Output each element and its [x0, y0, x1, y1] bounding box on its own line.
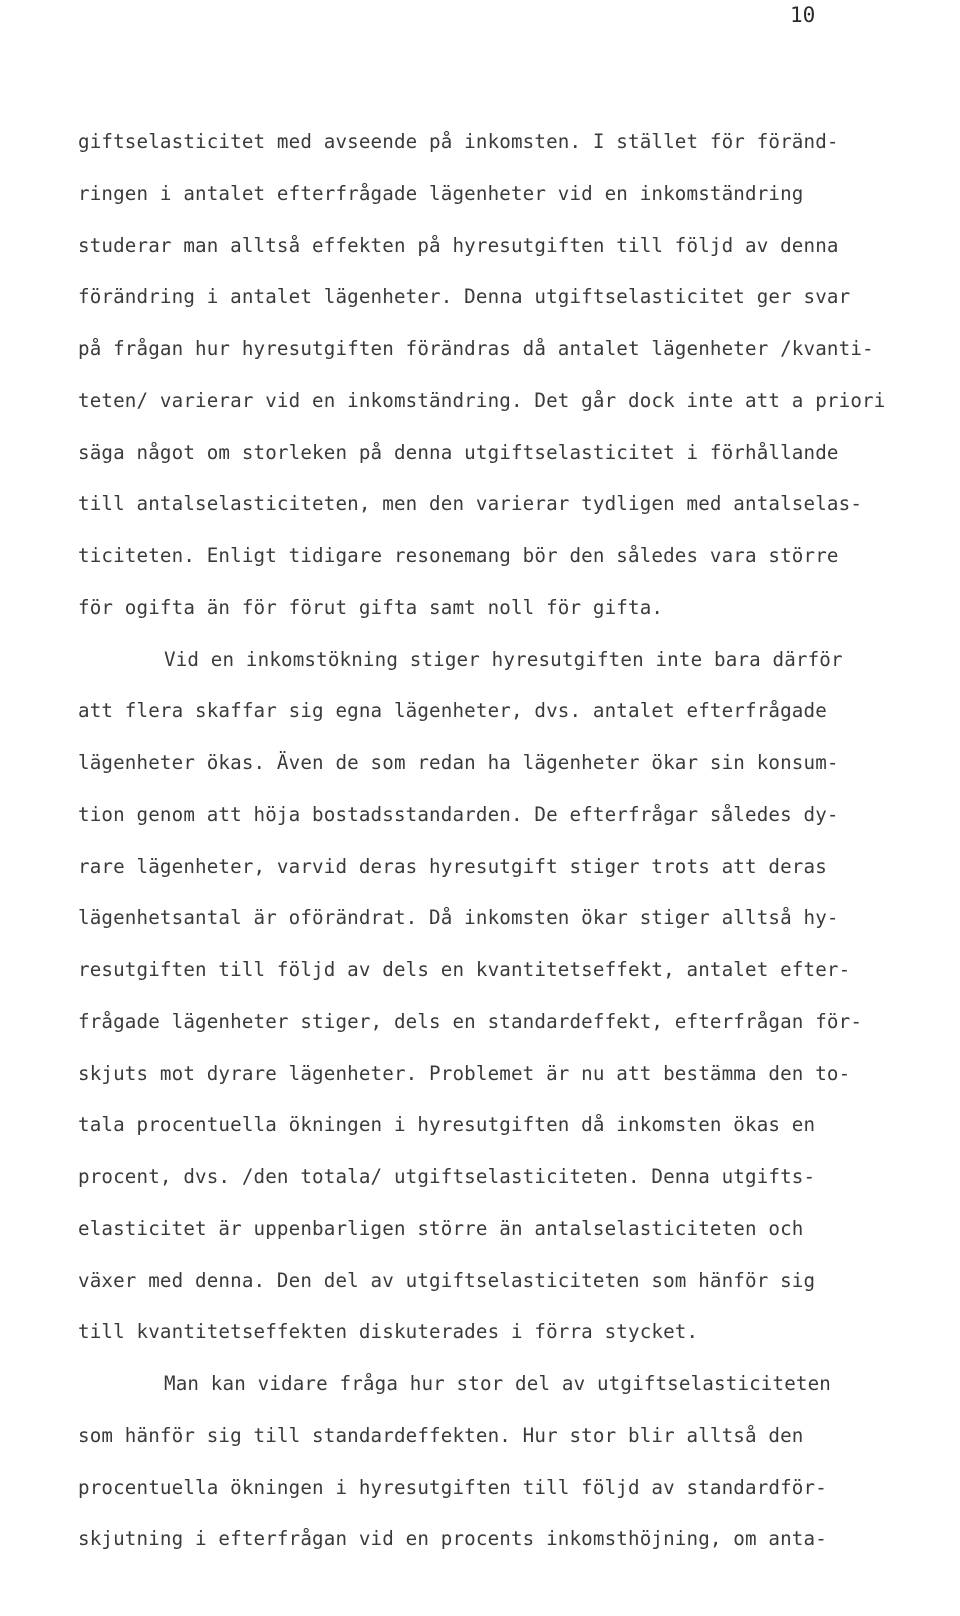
text-line: studerar man alltså effekten på hyresutgiften till följd av denna	[78, 233, 839, 257]
text-line: på frågan hur hyresutgiften förändras då antalet lägenheter /kvanti-	[78, 337, 874, 360]
text-line: resutgiften till följd av dels en kvantitetseffekt, antalet efter-	[78, 958, 851, 981]
text-line: till kvantitetseffekten diskuterades i förra stycket.	[78, 1320, 699, 1344]
text-line: frågade lägenheter stiger, dels en standardeffekt, efterfrågan för-	[78, 1009, 863, 1033]
text-line: säga något om storleken på denna utgiftselasticitet i förhållande	[78, 440, 839, 464]
text-line: för ogifta än för förut gifta samt noll för gifta.	[78, 595, 664, 619]
text-line: att flera skaffar sig egna lägenheter, dvs. antalet efterfrågade	[78, 699, 827, 723]
text-line: skjutning i efterfrågan vid en procents inkomsthöjning, om anta-	[78, 1527, 827, 1551]
text-line: ringen i antalet efterfrågade lägenheter vid en inkomständring	[78, 181, 804, 205]
text-line: procent, dvs. /den totala/ utgiftselasticiteten. Denna utgifts-	[78, 1165, 816, 1188]
paragraph-start-line: Man kan vidare fråga hur stor del av utgiftselasticiteten	[164, 1372, 832, 1395]
text-line: teten/ varierar vid en inkomständring. Det går dock inte att a priori	[78, 388, 886, 412]
text-line: tala procentuella ökningen i hyresutgiften då inkomsten ökas en	[78, 1113, 816, 1137]
text-line: som hänför sig till standardeffekten. Hur stor blir alltså den	[78, 1423, 804, 1447]
text-line: lägenhetsantal är oförändrat. Då inkomsten ökar stiger alltså hy-	[78, 906, 839, 930]
text-line: förändring i antalet lägenheter. Denna utgiftselasticitet ger svar	[78, 285, 851, 309]
text-line: tion genom att höja bostadsstandarden. De efterfrågar således dy-	[78, 802, 839, 826]
text-line: giftselasticitet med avseende på inkomsten. I stället för föränd-	[78, 130, 839, 153]
page-number: 10	[790, 3, 816, 27]
text-line: elasticitet är uppenbarligen större än antalselasticiteten och	[78, 1216, 804, 1240]
text-line: procentuella ökningen i hyresutgiften till följd av standardför-	[78, 1475, 827, 1499]
text-line: lägenheter ökas. Även de som redan ha lägenheter ökar sin konsum-	[78, 751, 839, 774]
text-line: skjuts mot dyrare lägenheter. Problemet är nu att bestämma den to-	[78, 1061, 851, 1085]
text-line: ticiteten. Enligt tidigare resonemang bör den således vara större	[78, 544, 839, 567]
text-line: rare lägenheter, varvid deras hyresutgift stiger trots att deras	[78, 854, 827, 878]
text-line: till antalselasticiteten, men den varierar tydligen med antalselas-	[78, 492, 863, 516]
body-text	[78, 127, 948, 1576]
text-line: växer med denna. Den del av utgiftselasticiteten som hänför sig	[78, 1268, 816, 1292]
paragraph-start-line: Vid en inkomstökning stiger hyresutgiften inte bara därför	[164, 647, 843, 671]
